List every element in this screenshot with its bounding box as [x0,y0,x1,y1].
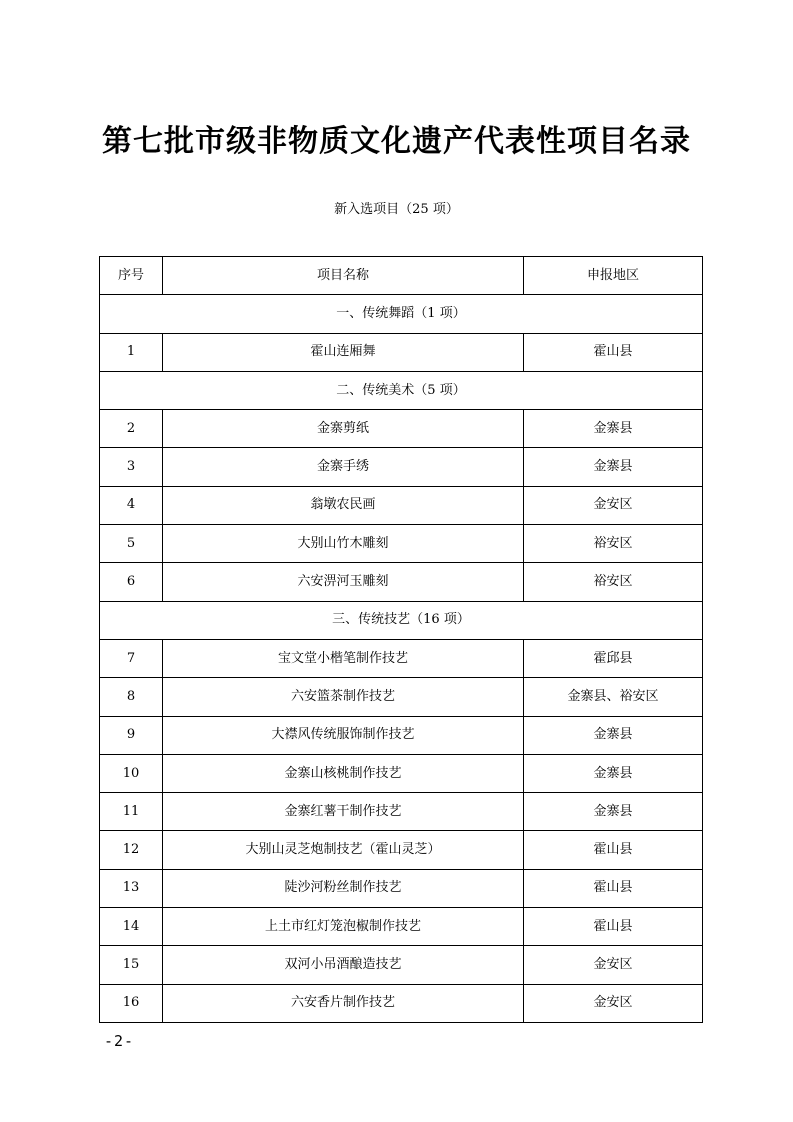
row-name: 大襟风传统服饰制作技艺 [163,716,524,754]
row-no: 2 [100,410,163,448]
section-heading: 一、传统舞蹈（1 项） [100,295,703,333]
row-no: 15 [100,946,163,984]
table-row [100,869,703,907]
row-name: 霍山连厢舞 [163,333,524,371]
row-name: 金寨山核桃制作技艺 [163,754,524,792]
row-region: 金安区 [524,984,703,1022]
table-header-row [100,257,703,295]
row-no: 9 [100,716,163,754]
row-region: 霍邱县 [524,639,703,677]
header-no: 序号 [100,257,163,295]
table-row [100,333,703,371]
row-name: 宝文堂小楷笔制作技艺 [163,639,524,677]
section-heading-row [100,295,703,333]
row-region: 金安区 [524,946,703,984]
table-row [100,754,703,792]
table-row [100,984,703,1022]
row-no: 11 [100,793,163,831]
row-region: 金安区 [524,486,703,524]
page-number: -2- [104,1032,135,1050]
table-row [100,716,703,754]
heritage-list-table [99,256,703,1023]
table-row [100,486,703,524]
table-row [100,793,703,831]
table-row [100,678,703,716]
header-region: 申报地区 [524,257,703,295]
table-row [100,563,703,601]
document-title: 第七批市级非物质文化遗产代表性项目名录 [102,124,691,159]
row-no: 14 [100,908,163,946]
row-name: 翁墩农民画 [163,486,524,524]
row-no: 16 [100,984,163,1022]
row-region: 金寨县 [524,793,703,831]
header-name: 项目名称 [163,257,524,295]
section-heading-row [100,371,703,409]
row-region: 霍山县 [524,908,703,946]
row-region: 金寨县 [524,716,703,754]
row-name: 金寨手绣 [163,448,524,486]
row-no: 4 [100,486,163,524]
section-heading: 二、传统美术（5 项） [100,371,703,409]
row-name: 金寨剪纸 [163,410,524,448]
row-name: 大别山灵芝炮制技艺（霍山灵芝） [163,831,524,869]
table-row [100,525,703,563]
row-region: 金寨县 [524,754,703,792]
row-no: 6 [100,563,163,601]
table-row [100,908,703,946]
row-name: 金寨红薯干制作技艺 [163,793,524,831]
row-name: 大别山竹木雕刻 [163,525,524,563]
row-no: 12 [100,831,163,869]
row-region: 金寨县、裕安区 [524,678,703,716]
row-region: 金寨县 [524,410,703,448]
row-name: 六安香片制作技艺 [163,984,524,1022]
section-heading: 三、传统技艺（16 项） [100,601,703,639]
row-region: 金寨县 [524,448,703,486]
table-row [100,448,703,486]
row-name: 双河小吊酒酿造技艺 [163,946,524,984]
table-row [100,831,703,869]
row-region: 霍山县 [524,333,703,371]
row-name: 六安淠河玉雕刻 [163,563,524,601]
row-region: 霍山县 [524,831,703,869]
row-name: 上土市红灯笼泡椒制作技艺 [163,908,524,946]
row-name: 陡沙河粉丝制作技艺 [163,869,524,907]
row-region: 霍山县 [524,869,703,907]
row-no: 3 [100,448,163,486]
table-row [100,946,703,984]
row-no: 10 [100,754,163,792]
row-region: 裕安区 [524,563,703,601]
row-name: 六安篮茶制作技艺 [163,678,524,716]
row-no: 8 [100,678,163,716]
row-no: 13 [100,869,163,907]
row-no: 5 [100,525,163,563]
row-region: 裕安区 [524,525,703,563]
document-subtitle: 新入选项目（25 项） [334,202,459,217]
row-no: 7 [100,639,163,677]
table-row [100,639,703,677]
row-no: 1 [100,333,163,371]
section-heading-row [100,601,703,639]
table-row [100,410,703,448]
